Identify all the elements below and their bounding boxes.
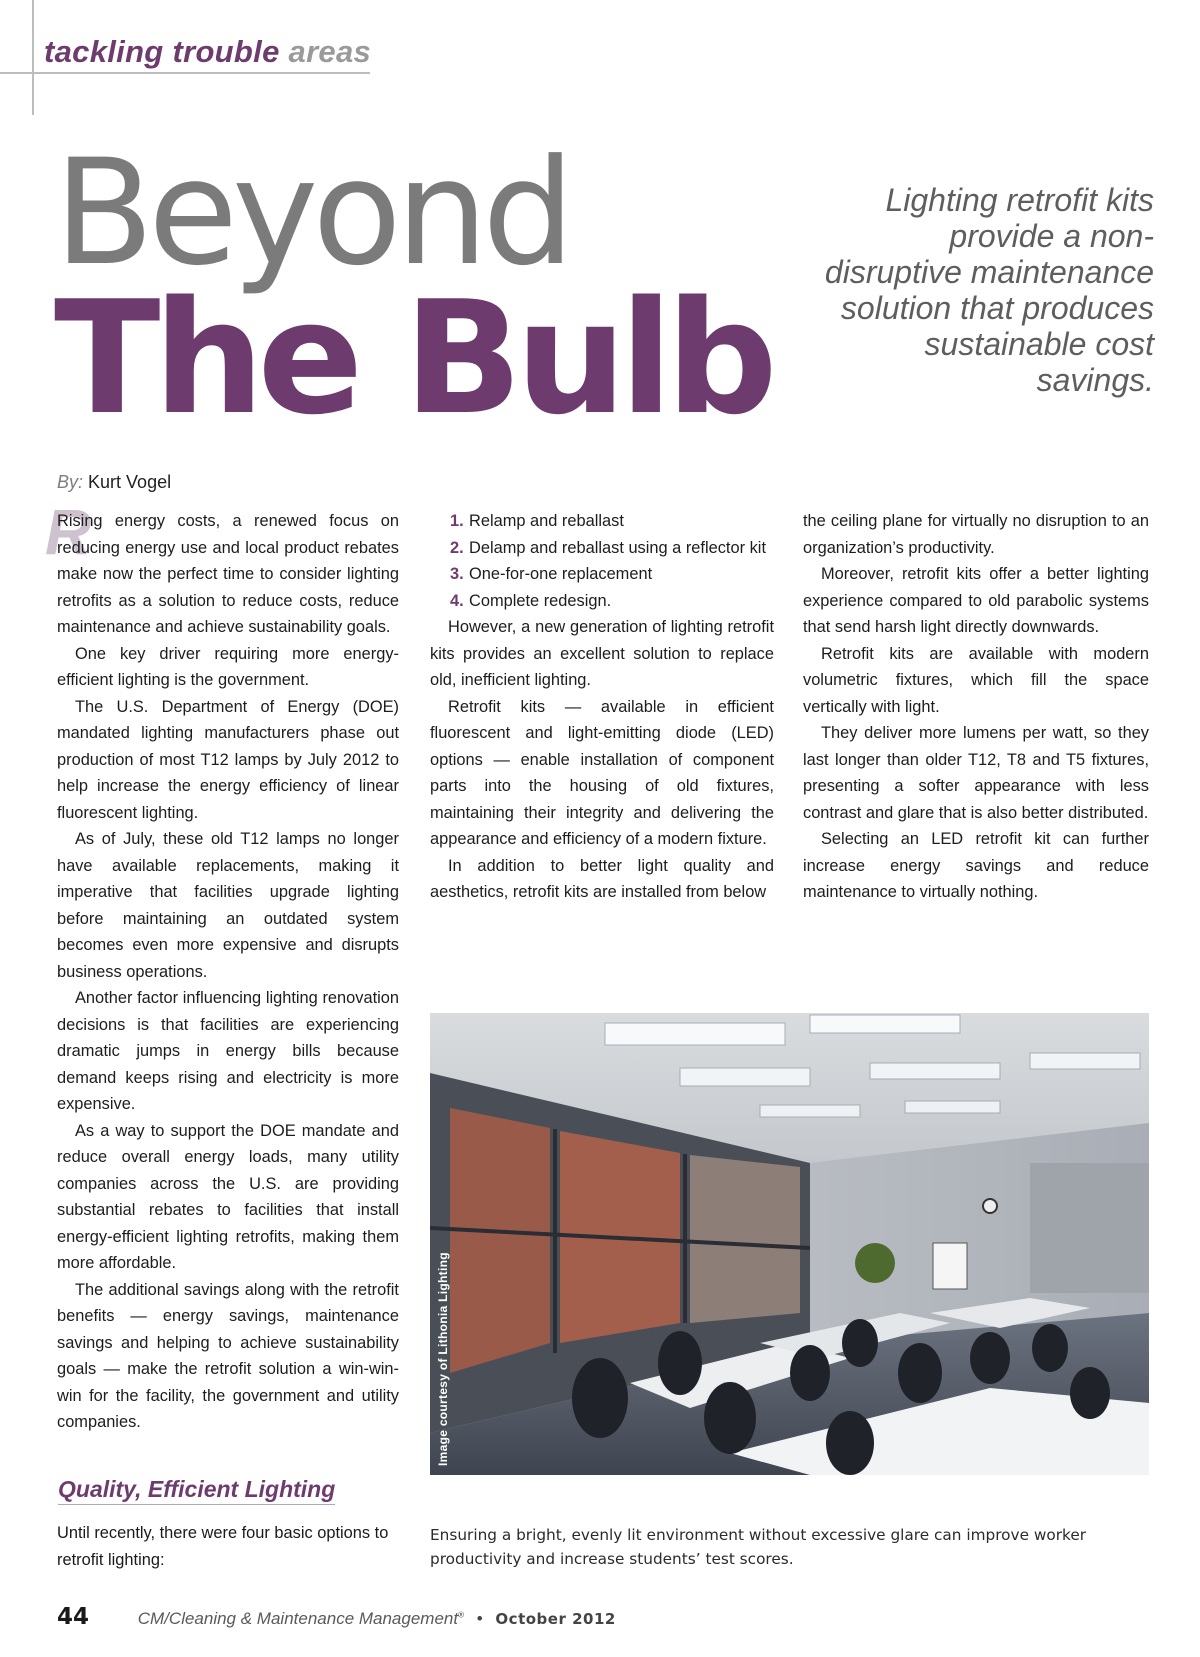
body-paragraph: Retrofit kits are available with modern volumetric fixtures, which fill the space vertically with light.	[803, 644, 1149, 716]
photo-caption: Ensuring a bright, evenly lit environment without excessive glare can improve worker productivity and increase students’ test scores.	[430, 1526, 1087, 1568]
list-item	[450, 588, 774, 615]
retrofit-options-list	[430, 508, 774, 614]
body-paragraph: As of July, these old T12 lamps no longer have available replacements, making it imperative that facilities upgrade lighting before maintaining an outdated system becomes even more expensive and disrupts business operations.	[57, 830, 399, 981]
article-deck: Lighting retrofit kits provide a non-disruptive maintenance solution that produces sustainable cost savings.	[824, 182, 1154, 398]
list-number: 3.	[450, 565, 464, 583]
body-paragraph: One key driver requiring more energy-efficient lighting is the government.	[57, 644, 399, 689]
first-paragraph-wrap	[45, 496, 399, 641]
column-1	[45, 496, 399, 1436]
section-header-part1: tackling trouble	[44, 34, 280, 69]
footer-bullet: •	[476, 1609, 483, 1628]
classroom-photo	[430, 1013, 1149, 1475]
photo-credit: Image courtesy of Lithonia Lighting	[436, 1252, 450, 1466]
byline-label: By:	[57, 472, 84, 492]
title-line2: The Bulb	[54, 267, 771, 449]
list-item	[450, 561, 774, 588]
section-header-part2: areas	[288, 34, 372, 69]
corner-rule-horizontal	[0, 72, 370, 74]
list-item	[450, 508, 774, 535]
publication-name: CM/Cleaning & Maintenance Management	[137, 1609, 459, 1628]
list-text: Delamp and reballast using a reflector kit	[469, 538, 767, 557]
body-paragraph: They deliver more lumens per watt, so they last longer than older T12, T8 and T5 fixtures, presenting a softer appearance with less contrast and glare that is also better distributed.	[803, 724, 1149, 822]
body-paragraph: However, a new generation of lighting retrofit kits provides an excellent solution to replace old, inefficient lighting.	[430, 618, 774, 689]
list-number: 4.	[450, 591, 464, 610]
page-footer	[57, 1604, 616, 1634]
page-number: 44	[57, 1604, 90, 1630]
body-paragraph: The U.S. Department of Energy (DOE) mandated lighting manufacturers phase out production of most T12 lamps by July 2012 to help increase the energy efficiency of linear fluorescent lighting.	[57, 697, 399, 822]
list-number: 1.	[450, 512, 464, 530]
body-paragraph: The additional savings along with the retrofit benefits — energy savings, maintenance savings and helping to achieve sustainability goals — make the retrofit solution a win-win-win for the facility, the government and utility companies.	[57, 1280, 399, 1431]
body-paragraph: the ceiling plane for virtually no disruption to an organization’s productivity.	[803, 512, 1149, 557]
byline	[57, 472, 171, 493]
column-2	[430, 508, 774, 906]
byline-author: Kurt Vogel	[88, 472, 172, 492]
list-text: Complete redesign.	[469, 591, 612, 610]
list-text: Relamp and reballast	[469, 512, 624, 530]
list-number: 2.	[450, 538, 464, 557]
corner-rule-vertical	[32, 0, 34, 115]
article-title	[54, 128, 771, 449]
dropcap: R	[45, 496, 92, 568]
body-paragraph: Another factor influencing lighting renovation decisions is that facilities are experiencing dramatic jumps in energy bills because demand keeps rising and electricity is more expensive.	[57, 989, 399, 1113]
list-text: One-for-one replacement	[469, 565, 653, 583]
column-3	[803, 508, 1149, 906]
body-paragraph: Rising energy costs, a renewed focus on reducing energy use and local product rebates make now the perfect time to consider lighting retrofits as a solution to reduce costs, reduce maintenance and achieve sustainability goals.	[57, 512, 399, 636]
body-paragraph: Moreover, retrofit kits offer a better lighting experience compared to old parabolic systems that send harsh light directly downwards.	[803, 565, 1149, 636]
body-paragraph: In addition to better light quality and aesthetics, retrofit kits are installed from below	[430, 856, 774, 901]
section-header	[44, 34, 371, 70]
subhead: Quality, Efficient Lighting	[58, 1476, 335, 1505]
body-paragraph: Retrofit kits — available in efficient fluorescent and light-emitting diode (LED) options — enable installation of component parts into the housing of old fixtures, maintaining their integrity and delivering the appearance and efficiency of a modern fixture.	[430, 697, 774, 848]
issue-date: October 2012	[495, 1610, 616, 1628]
body-paragraph: As a way to support the DOE mandate and reduce overall energy loads, many utility companies across the U.S. are providing substantial rebates to facilities that install energy-efficient lighting retrofits, making them more affordable.	[57, 1121, 399, 1272]
body-paragraph: Until recently, there were four basic options to retrofit lighting:	[57, 1524, 389, 1569]
list-item	[450, 535, 774, 562]
registered-mark: ®	[458, 1610, 464, 1620]
body-paragraph: Selecting an LED retrofit kit can further increase energy savings and reduce maintenance to virtually nothing.	[803, 830, 1149, 901]
title-line1: Beyond	[54, 128, 569, 298]
